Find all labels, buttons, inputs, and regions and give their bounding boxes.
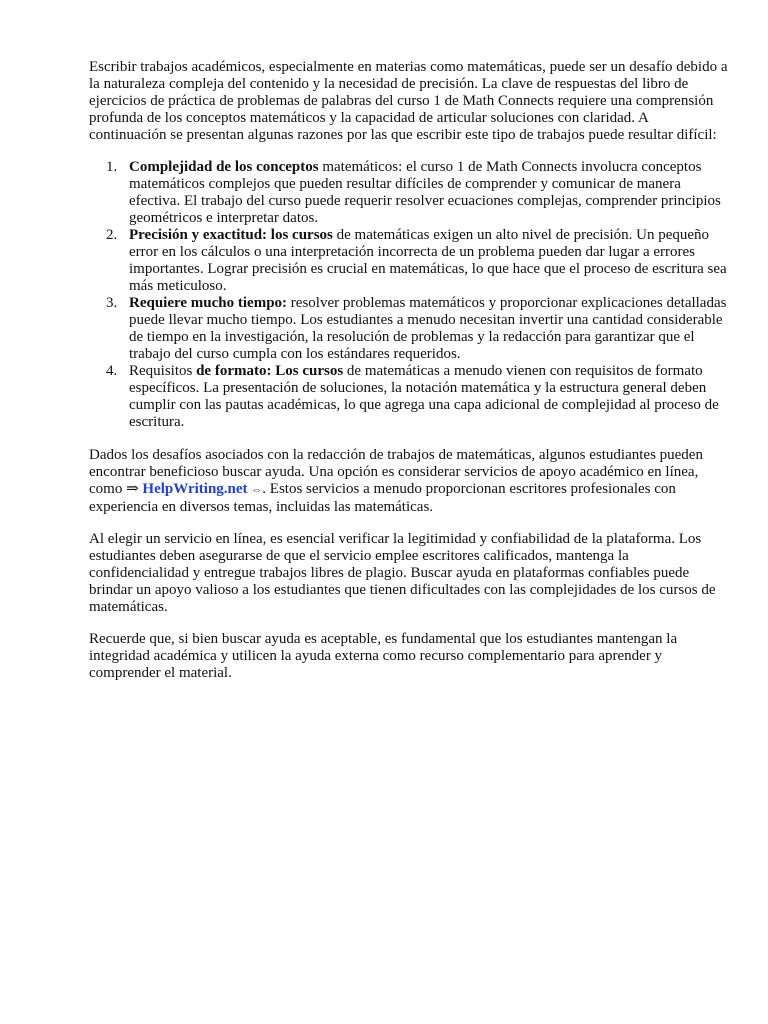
helpwriting-link[interactable]: HelpWriting.net — [142, 481, 248, 497]
list-item-text: matemáticos: el curso 1 de Math Connects involucra conceptos matemáticos complejos que pueden resultar difíciles de comprender y comunicar de manera efectiva. El trabajo del curso puede requerir resolver ecuaciones complejas, comprender principios geométricos e interpretar datos. — [129, 159, 721, 226]
list-number: 3. — [106, 295, 118, 311]
list-number: 2. — [106, 227, 118, 243]
choosing-paragraph: Al elegir un servicio en línea, es esencial verificar la legitimidad y confiabilidad de la plataforma. Los estudiantes deben asegurarse de que el servicio emplee escritores calificados, mantenga la confidencialidad y entregue trabajos libres de plagio. Buscar ayuda en plataformas confiables puede brindar un apoyo valioso a los estudiantes que tienen dificultades con las complejidades de los cursos de matemáticas. — [89, 531, 716, 615]
list-item — [89, 363, 729, 431]
list-number: 1. — [106, 159, 118, 175]
services-text-before: Dados los desafíos asociados con la redacción de trabajos de matemáticas, algunos estudiantes pueden encontrar beneficioso buscar ayuda. Una opción es considerar servicios de apoyo académico en línea, como ⇒ — [89, 447, 703, 497]
list-item — [89, 295, 729, 363]
document-page — [89, 59, 729, 697]
list-item-prefix: Requisitos — [129, 363, 197, 379]
double-arrow-icon: ⇔ — [251, 484, 263, 496]
services-text-after: . Estos servicios a menudo proporcionan escritores profesionales con experiencia en diversos temas, incluidas las matemáticas. — [89, 481, 676, 515]
list-item-text: resolver problemas matemáticos y proporcionar explicaciones detalladas puede llevar mucho tiempo. Los estudiantes a menudo necesitan invertir una cantidad considerable de tiempo en la investigación, la resolución de problemas y la redacción para garantizar que el trabajo del curso cumpla con los estándares requeridos. — [129, 295, 727, 362]
list-item-heading: Complejidad de los conceptos — [129, 159, 319, 175]
list-item-heading: de formato: Los cursos — [196, 363, 344, 379]
list-item — [89, 159, 729, 227]
services-paragraph — [89, 447, 729, 516]
list-item-heading: Requiere mucho tiempo: — [129, 295, 288, 311]
reasons-list — [89, 159, 729, 431]
list-number: 4. — [106, 363, 118, 379]
list-item-text: de matemáticas exigen un alto nivel de precisión. Un pequeño error en los cálculos o una interpretación incorrecta de un problema pueden dar lugar a errores importantes. Lograr precisión es crucial en matemáticas, lo que hace que el proceso de escritura sea más meticuloso. — [129, 227, 727, 294]
list-item — [89, 227, 729, 295]
closing-paragraph: Recuerde que, si bien buscar ayuda es aceptable, es fundamental que los estudiantes mantengan la integridad académica y utilicen la ayuda externa como recurso complementario para aprender y comprender el material. — [89, 631, 678, 681]
intro-paragraph: Escribir trabajos académicos, especialmente en materias como matemáticas, puede ser un desafío debido a la naturaleza compleja del contenido y la necesidad de precisión. La clave de respuestas del libro de ejercicios de práctica de problemas de palabras del curso 1 de Math Connects requiere una comprensión profunda de los conceptos matemáticos y la capacidad de articular soluciones con claridad. A continuación se presentan algunas razones por las que escribir este tipo de trabajos puede resultar difícil: — [89, 59, 728, 143]
list-item-heading: Precisión y exactitud: los cursos — [129, 227, 333, 243]
list-item-text: de matemáticas a menudo vienen con requisitos de formato específicos. La presentación de soluciones, la notación matemática y la estructura general deben cumplir con las pautas académicas, lo que agrega una capa adicional de complejidad al proceso de escritura. — [129, 363, 719, 430]
